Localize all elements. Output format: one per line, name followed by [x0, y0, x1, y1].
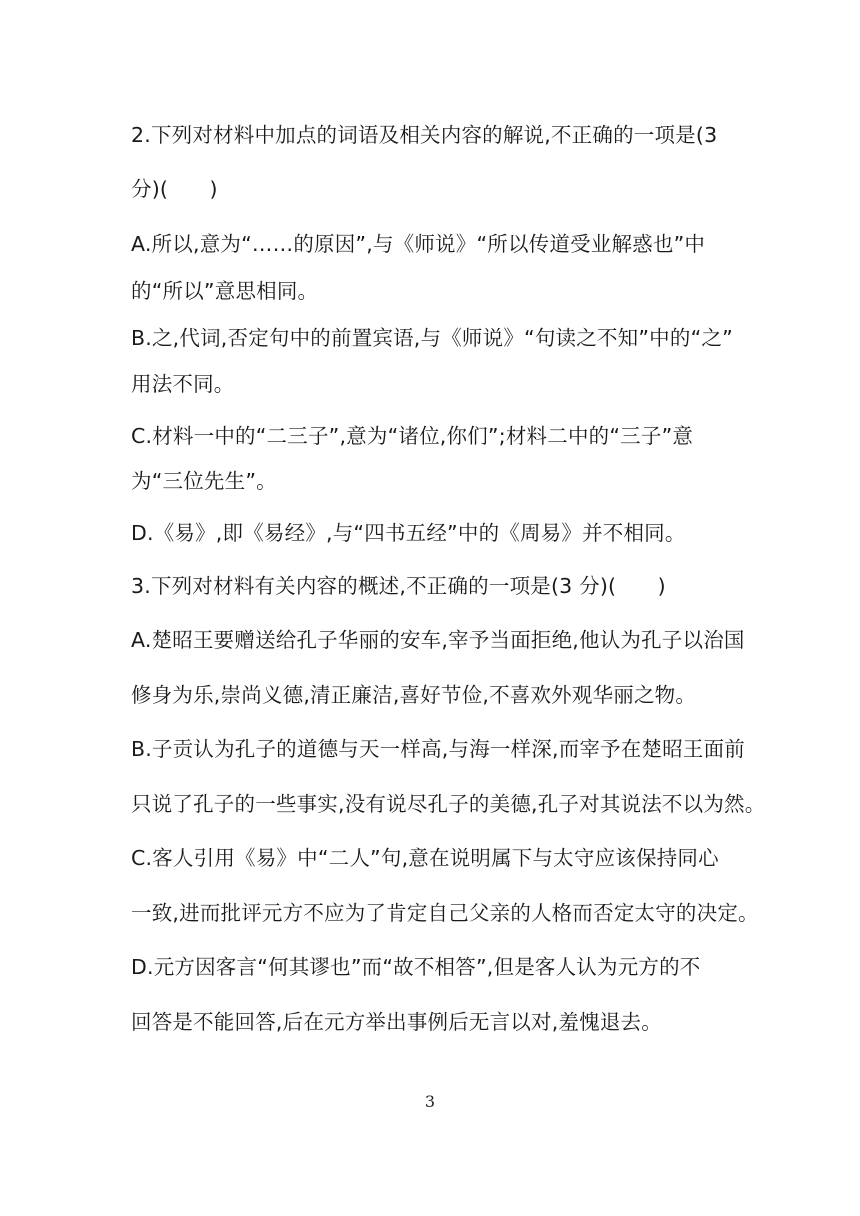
- question-2-stem-line-2: 分)( ): [131, 177, 218, 201]
- question-3-stem-line: 3.下列对材料有关内容的概述,不正确的一项是(3 分)( ): [131, 574, 666, 598]
- question-3-option-a-line-2: 修身为乐,崇尚义德,清正廉洁,喜好节俭,不喜欢外观华丽之物。: [131, 683, 697, 707]
- question-3-option-b-line-1: B.子贡认为孔子的道德与天一样高,与海一样深,而宰予在楚昭王面前: [131, 737, 746, 761]
- question-3-option-c-line-2: 一致,进而批评元方不应为了肯定自己父亲的人格而否定太守的决定。: [131, 901, 759, 925]
- question-2-option-b-line-1: B.之,代词,否定句中的前置宾语,与《师说》“句读之不知”中的“之”: [131, 326, 733, 350]
- question-2-option-c-line-1: C.材料一中的“二三子”,意为“诸位,你们”;材料二中的“三子”意: [131, 424, 694, 448]
- question-2-option-b-line-2: 用法不同。: [131, 372, 235, 396]
- question-3-option-a-line-1: A.楚昭王要赠送给孔子华丽的安车,宰予当面拒绝,他认为孔子以治国: [131, 628, 745, 652]
- question-3-option-c-line-1: C.客人引用《易》中“二人”句,意在说明属下与太守应该保持同心: [131, 846, 719, 870]
- question-3-option-d-line-2: 回答是不能回答,后在元方举出事例后无言以对,羞愧退去。: [131, 1010, 662, 1034]
- question-3-option-d-line-1: D.元方因客言“何其谬也”而“故不相答”,但是客人认为元方的不: [131, 955, 701, 979]
- question-2-option-c-line-2: 为“三位先生”。: [131, 469, 277, 493]
- question-2-stem-line-1: 2.下列对材料中加点的词语及相关内容的解说,不正确的一项是(3: [131, 123, 718, 147]
- page-number: 3: [424, 1092, 436, 1111]
- question-2-option-d-line: D.《易》,即《易经》,与“四书五经”中的《周易》并不相同。: [131, 521, 686, 545]
- question-2-option-a-line-1: A.所以,意为“……的原因”,与《师说》“所以传道受业解惑也”中: [131, 232, 706, 256]
- question-2-option-a-line-2: 的“所以”意思相同。: [131, 279, 319, 303]
- question-3-option-b-line-2: 只说了孔子的一些事实,没有说尽孔子的美德,孔子对其说法不以为然。: [131, 792, 766, 816]
